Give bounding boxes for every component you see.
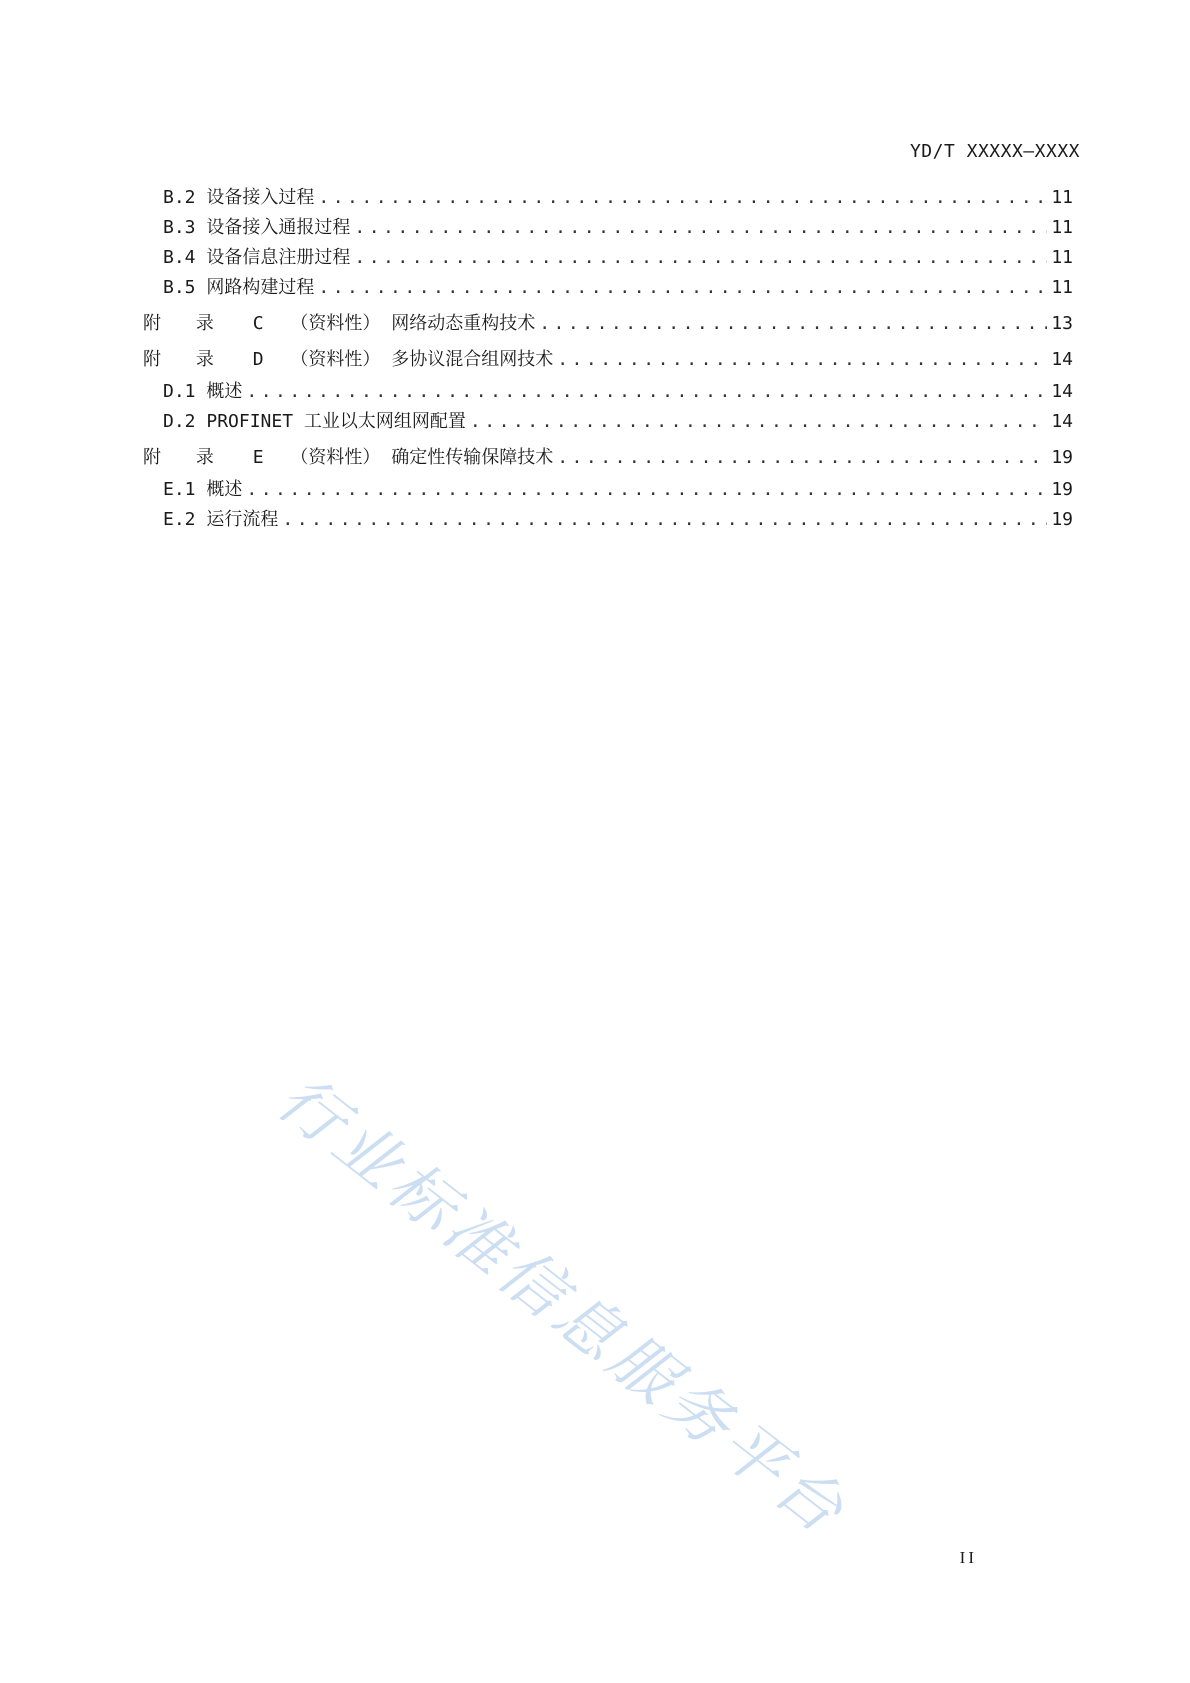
toc-entry[interactable] [143,475,1073,505]
toc-appendix-prefix: 附 录 [143,447,226,468]
toc-entry-number: D.2 [163,411,196,432]
toc-entry-page: 11 [1051,187,1073,208]
toc-entry-title: 网路构建过程 [206,277,315,298]
toc-entry-page: 14 [1051,349,1073,370]
toc-leader-dots [318,273,1047,303]
toc-entry-page: 11 [1051,217,1073,238]
toc-appendix-title: 确定性传输保障技术 [391,447,554,468]
toc-leader-dots [282,505,1047,535]
toc-appendix-letter: E [252,447,264,468]
document-id: YD/T XXXXX—XXXX [909,141,1080,162]
toc-leader-dots [354,243,1047,273]
toc-leader-dots [246,475,1047,505]
toc-entry[interactable] [143,243,1073,273]
toc-appendix-label [143,345,553,375]
toc-appendix-letter: D [252,349,264,370]
page-number: II [959,1548,977,1567]
toc-entry-page: 19 [1051,509,1073,530]
toc-leader-dots [318,183,1047,213]
toc-entry-number: E.1 [163,479,196,500]
toc-entry-label [163,243,350,273]
toc-leader-dots [470,407,1047,437]
toc-entry-page: 13 [1051,313,1073,334]
toc-entry-title: 设备信息注册过程 [206,247,351,268]
toc-entry-label [163,273,314,303]
toc-entry-number: D.1 [163,381,196,402]
toc-entry-title: 运行流程 [206,509,279,530]
toc-entry-page: 14 [1051,411,1073,432]
toc-entry[interactable] [143,407,1073,437]
toc-entry-title: 设备接入过程 [206,187,315,208]
toc-appendix-entry[interactable] [143,345,1073,375]
toc-appendix-nature: （资料性） [290,349,381,370]
toc-entry[interactable] [143,377,1073,407]
toc-entry-label [163,505,278,535]
toc-entry-label [163,183,314,213]
toc-leader-dots [557,443,1047,473]
watermark-text: 行业标准信息服务平台 [263,1061,861,1551]
toc-appendix-prefix: 附 录 [143,313,226,334]
toc-leader-dots [354,213,1047,243]
toc-appendix-label [143,443,553,473]
toc-entry-number: B.4 [163,247,196,268]
toc-entry[interactable] [143,213,1073,243]
toc-appendix-entry[interactable] [143,443,1073,473]
toc-entry-page: 19 [1051,447,1073,468]
toc-entry[interactable] [143,183,1073,213]
toc-entry-number: B.5 [163,277,196,298]
toc-entry-page: 19 [1051,479,1073,500]
table-of-contents [143,183,1073,535]
toc-entry-title: 概述 [206,479,243,500]
toc-entry[interactable] [143,505,1073,535]
toc-entry-page: 11 [1051,277,1073,298]
toc-entry-title: 概述 [206,381,243,402]
toc-entry-label [163,377,242,407]
toc-entry-page: 11 [1051,247,1073,268]
toc-entry-number: E.2 [163,509,196,530]
toc-entry-number: B.2 [163,187,196,208]
toc-entry-label [163,407,466,437]
toc-entry[interactable] [143,273,1073,303]
toc-entry-page: 14 [1051,381,1073,402]
toc-appendix-title: 网络动态重构技术 [391,313,536,334]
toc-appendix-label [143,309,535,339]
toc-entry-label [163,213,350,243]
toc-entry-title: PROFINET 工业以太网组网配置 [206,411,466,432]
toc-appendix-prefix: 附 录 [143,349,226,370]
toc-entry-label [163,475,242,505]
toc-entry-title: 设备接入通报过程 [206,217,351,238]
toc-appendix-letter: C [252,313,264,334]
toc-entry-number: B.3 [163,217,196,238]
toc-appendix-nature: （资料性） [290,313,381,334]
toc-leader-dots [246,377,1047,407]
toc-appendix-title: 多协议混合组网技术 [391,349,554,370]
toc-leader-dots [539,309,1047,339]
toc-appendix-entry[interactable] [143,309,1073,339]
toc-leader-dots [557,345,1047,375]
toc-appendix-nature: （资料性） [290,447,381,468]
